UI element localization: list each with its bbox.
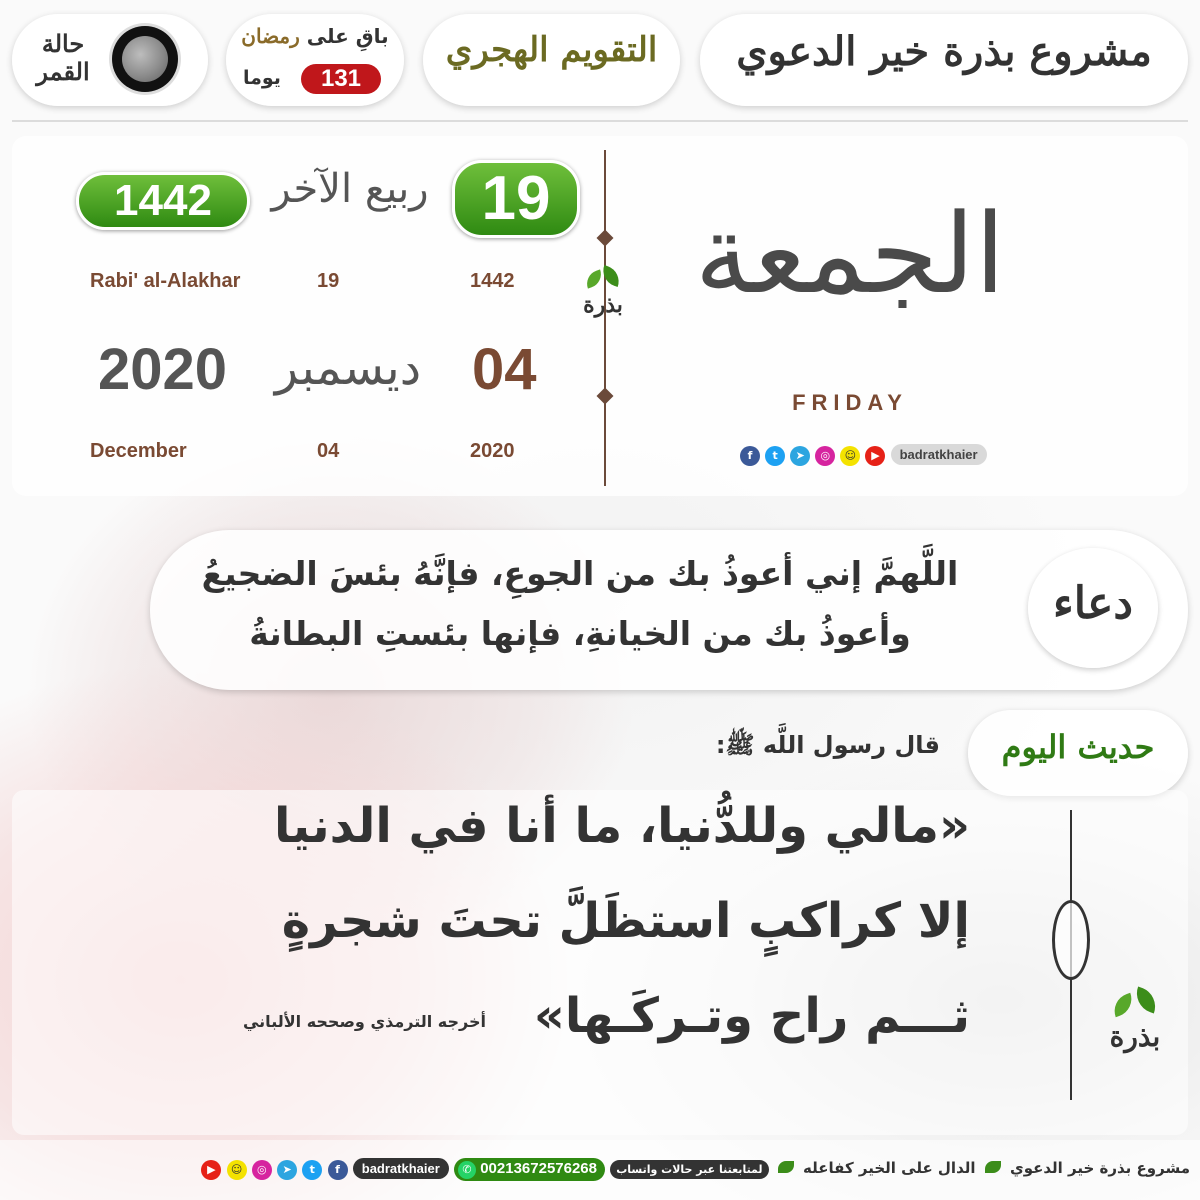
footer-handle[interactable]: badratkhaier [353, 1158, 449, 1179]
twitter-icon-footer[interactable]: t [302, 1160, 322, 1180]
gregorian-month-arabic: ديسمبر [274, 340, 422, 396]
youtube-icon[interactable]: ▶ [865, 446, 885, 466]
gregorian-month-latin: December [90, 440, 187, 462]
ramadan-days-word: يوما [243, 67, 281, 89]
hadith-line-3: ثـــم راح وتـركَـها» [533, 988, 970, 1044]
header-divider [12, 120, 1188, 122]
project-title: مشروع بذرة خير الدعوي [736, 28, 1152, 75]
hadith-source: أخرجه الترمذي وصححه الألباني [242, 1012, 486, 1031]
whatsapp-icon: ✆ [458, 1161, 476, 1179]
hadith-line-1: «مالي وللدُّنيا، ما أنا في الدنيا [273, 798, 970, 854]
telegram-icon[interactable]: ➤ [790, 446, 810, 466]
ramadan-countdown-top [226, 24, 404, 48]
snapchat-icon[interactable]: ☺ [840, 446, 860, 466]
hijri-year-badge: 1442 [76, 172, 250, 230]
youtube-icon-footer[interactable]: ▶ [201, 1160, 221, 1180]
snapchat-icon-footer[interactable]: ☺ [227, 1160, 247, 1180]
telegram-icon-footer[interactable]: ➤ [277, 1160, 297, 1180]
hadith-label: حديث اليوم [1001, 728, 1155, 766]
facebook-icon[interactable]: f [740, 446, 760, 466]
hijri-month-latin: Rabi' al-Alakhar [90, 270, 241, 292]
ramadan-prefix: باقِ على [306, 24, 389, 48]
logo-text: بذرة [583, 292, 623, 318]
whatsapp-phone[interactable] [454, 1158, 605, 1181]
weekday-arabic: الجمعة [694, 190, 1006, 318]
ramadan-word: رمضان [241, 24, 300, 48]
hijri-year-latin: 1442 [470, 270, 515, 292]
ramadan-days-badge: 131 [301, 64, 381, 94]
badra-logo [570, 268, 636, 358]
ramadan-days-row [243, 64, 393, 96]
social-handle[interactable]: badratkhaier [891, 444, 987, 465]
whatsapp-note: لمتابعتنا عبر حالات واتساب [610, 1160, 768, 1179]
date-social-row [740, 444, 988, 468]
hadith-intro: قال رسول اللَّه ﷺ: [715, 731, 940, 759]
moon-label: حالة القمر [36, 29, 90, 86]
instagram-icon-footer[interactable]: ◎ [252, 1160, 272, 1180]
hijri-month-arabic: ربيع الآخر [271, 166, 429, 212]
dua-label: دعاء [1053, 578, 1133, 629]
hijri-day-badge: 19 [452, 160, 580, 238]
footer-leaf-icon-2 [778, 1161, 794, 1173]
footer-leaf-icon [985, 1161, 1001, 1173]
logo-text-bottom: بذرة [1109, 1020, 1161, 1053]
facebook-icon-footer[interactable]: f [328, 1160, 348, 1180]
gregorian-year-latin: 2020 [470, 440, 515, 462]
hijri-day-latin: 19 [317, 270, 340, 292]
gregorian-year: 2020 [98, 337, 228, 402]
footer-row [207, 1158, 1190, 1184]
leaf-icon-bottom [1110, 990, 1160, 1020]
moon-icon [112, 26, 178, 92]
instagram-icon[interactable]: ◎ [815, 446, 835, 466]
footer-project: مشروع بذرة خير الدعوي [1009, 1159, 1190, 1177]
hadith-ornament-flourish [1052, 900, 1090, 980]
badra-logo-bottom [1095, 990, 1175, 1100]
hadith-line-2: إلا كراكبٍ استظَلَّ تحتَ شجرةٍ [281, 893, 970, 949]
phone-number: 00213672576268 [480, 1160, 597, 1177]
dua-line-1: اللَّهمَّ إني أعوذُ بك من الجوعِ، فإنَّهُ بئسَ الضجيعُ [201, 554, 959, 593]
footer-motto: الدال على الخير كفاعله [803, 1159, 976, 1177]
leaf-icon [583, 268, 623, 292]
weekday-latin: FRIDAY [792, 390, 908, 415]
gregorian-day: 04 [472, 337, 537, 402]
dua-line-2: وأعوذُ بك من الخيانةِ، فإنها بئستِ البطانةُ [249, 614, 911, 653]
gregorian-day-latin: 04 [317, 440, 340, 462]
twitter-icon[interactable]: t [765, 446, 785, 466]
calendar-title: التقويم الهجري [445, 30, 658, 70]
